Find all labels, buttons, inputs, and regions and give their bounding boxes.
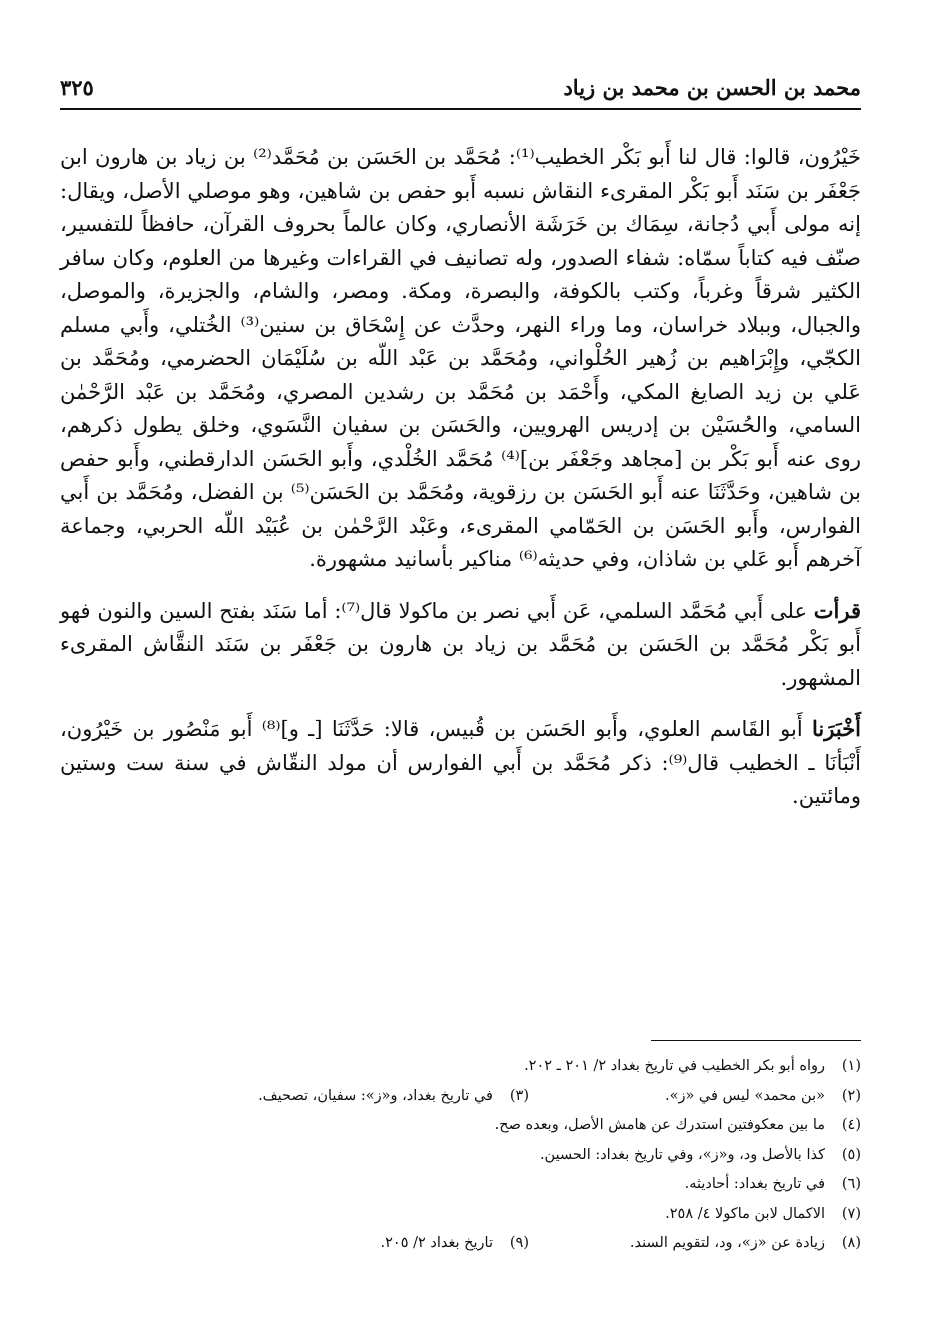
paragraph-text: أَبو القَاسم العلوي، وأَبو الحَسَن بن قُبيس، قالا: حَدَّثَنَا [ـ و]⁽⁸⁾ أَبو مَنْصُور بن خَيْرُون، أَنْبَأنَا ـ الخطيب قال⁽⁹⁾: ذكر مُحَمَّد بن أَبي الفوارس أن مولد النقّاش في سنة ست وستين ومائتين. xyxy=(60,717,861,808)
page-number: ٣٢٥ xyxy=(60,75,94,100)
footnote-pair xyxy=(60,1229,861,1259)
footnote-number: (٩) xyxy=(509,1235,529,1251)
paragraph xyxy=(60,594,861,696)
footnote-text: ما بين معكوفتين استدرك عن هامش الأصل، وبعده صح. xyxy=(494,1117,825,1133)
footnote xyxy=(60,1170,861,1200)
paragraph-text: خَيْرُون، قالوا: قال لنا أَبو بَكْر الخطيب⁽¹⁾: مُحَمَّد بن الحَسَن بن مُحَمَّد⁽²⁾ بن زياد بن هارون ابن جَعْفَر بن سَنَد أَبو بَكْر المقرىء النقاش نسبه أَبو حفص بن شاهين، وهو موصلي الأصل، ويقال: إنه مولى أَبي دُجانة، سِمَاك بن خَرَشَة الأنصاري، وكان عالماً بحروف القرآن، حافظاً للتفسير، صنّف فيه كتاباً سمّاه: شفاء الصدور، وله تصانيف في القراءات وغيرها من العلوم، وكان سافر الكثير شرقاً وغرباً، وكتب بالكوفة، والبصرة، ومكة. ومصر، والشام، والجزيرة، والموصل، والجبال، وببلاد خراسان، وما وراء النهر، وحدَّث عن إِسْحَاق بن سنين⁽³⁾ الخُتلي، وأَبي مسلم الكجّي، وإِبْرَاهيم بن زُهير الحُلْواني، ومُحَمَّد بن عَبْد اللّه بن سُلَيْمَان الحضرمي، ومُحَمَّد بن عَلي بن زيد الصايغ المكي، وأَحْمَد بن مُحَمَّد بن رشدين المصري، ومُحَمَّد بن عَبْد الرَّحْمٰن السامي، والحُسَيْن بن إدريس الهرويين، والحَسَن بن سفيان النَّسَوي، وخلق يطول ذكرهم، روى عنه أَبو بَكْر بن [مجاهد وجَعْفَر بن]⁽⁴⁾ مُحَمَّد الخُلْدي، وأَبو الحَسَن الدارقطني، وأَبو حفص بن شاهين، وحَدَّثَنَا عنه أَبو الحَسَن بن رزقوية، ومُحَمَّد بن الحَسَن⁽⁵⁾ بن الفضل، ومُحَمَّد بن أَبي الفوارس، وأَبو الحَسَن بن الحَمّامي المقرىء، وعَبْد الرَّحْمٰن بن عُبَيْد اللّه الحربي، وجماعة آخرهم أَبو عَلي بن شاذان، وفي حديثه⁽⁶⁾ مناكير بأسانيد مشهورة. xyxy=(60,145,861,571)
footnote xyxy=(60,1052,861,1082)
footnote-divider xyxy=(651,1040,861,1041)
footnote-text: رواه أبو بكر الخطيب في تاريخ بغداد ٢/ ٢٠١ ـ ٢٠٢. xyxy=(524,1058,825,1074)
footnote-number: (١) xyxy=(841,1058,861,1074)
footnote-text: في تاريخ بغداد: أحاديثه. xyxy=(684,1176,825,1192)
footnote-number: (٨) xyxy=(841,1235,861,1251)
footnote-text: في تاريخ بغداد، و«ز»: سفيان، تصحيف. xyxy=(258,1087,493,1104)
footnote-number: (٣) xyxy=(509,1087,529,1104)
paragraph-text: على أَبي مُحَمَّد السلمي، عَن أَبي نصر بن ماكولا قال⁽⁷⁾: أما سَنَد بفتح السين والنون فهو أَبو بَكْر مُحَمَّد بن الحَسَن بن مُحَمَّد بن زياد بن هارون بن جَعْفَر بن سَنَد النقَّاش المقرىء المشهور. xyxy=(60,598,861,690)
paragraph xyxy=(60,712,861,814)
footnote-text: كذا بالأصل ود، و«ز»، وفي تاريخ بغداد: الحسين. xyxy=(539,1146,825,1163)
footnote-number: (٥) xyxy=(841,1146,861,1163)
footnote-number: (٧) xyxy=(841,1205,861,1222)
footnote-text: الاكمال لابن ماكولا ٤/ ٢٥٨. xyxy=(665,1205,825,1222)
footnote xyxy=(381,1229,529,1259)
footnotes xyxy=(60,1052,861,1259)
paragraph-lead: أَخْبَرَنا xyxy=(812,716,862,741)
footnote xyxy=(60,1141,861,1171)
footnote xyxy=(529,1229,861,1259)
footnote-text: تاريخ بغداد ٢/ ٢٠٥. xyxy=(380,1235,493,1251)
footnote xyxy=(60,1200,861,1230)
paragraph-lead: قرأت xyxy=(813,597,861,623)
footnote-text: زيادة عن «ز»، ود، لتقويم السند. xyxy=(629,1235,825,1251)
running-title: محمد بن الحسن بن محمد بن زياد xyxy=(563,75,861,100)
footnote xyxy=(60,1111,861,1141)
footnote-text: «بن محمد» ليس في «ز». xyxy=(664,1087,825,1104)
footnote-number: (٢) xyxy=(841,1087,861,1104)
main-text xyxy=(60,140,861,814)
footnote-number: (٤) xyxy=(841,1117,861,1133)
footnote xyxy=(258,1082,529,1112)
footnote-number: (٦) xyxy=(841,1176,861,1192)
footnote xyxy=(529,1082,861,1112)
paragraph xyxy=(60,140,861,577)
footnote-pair xyxy=(60,1082,861,1112)
page-header xyxy=(60,66,861,110)
